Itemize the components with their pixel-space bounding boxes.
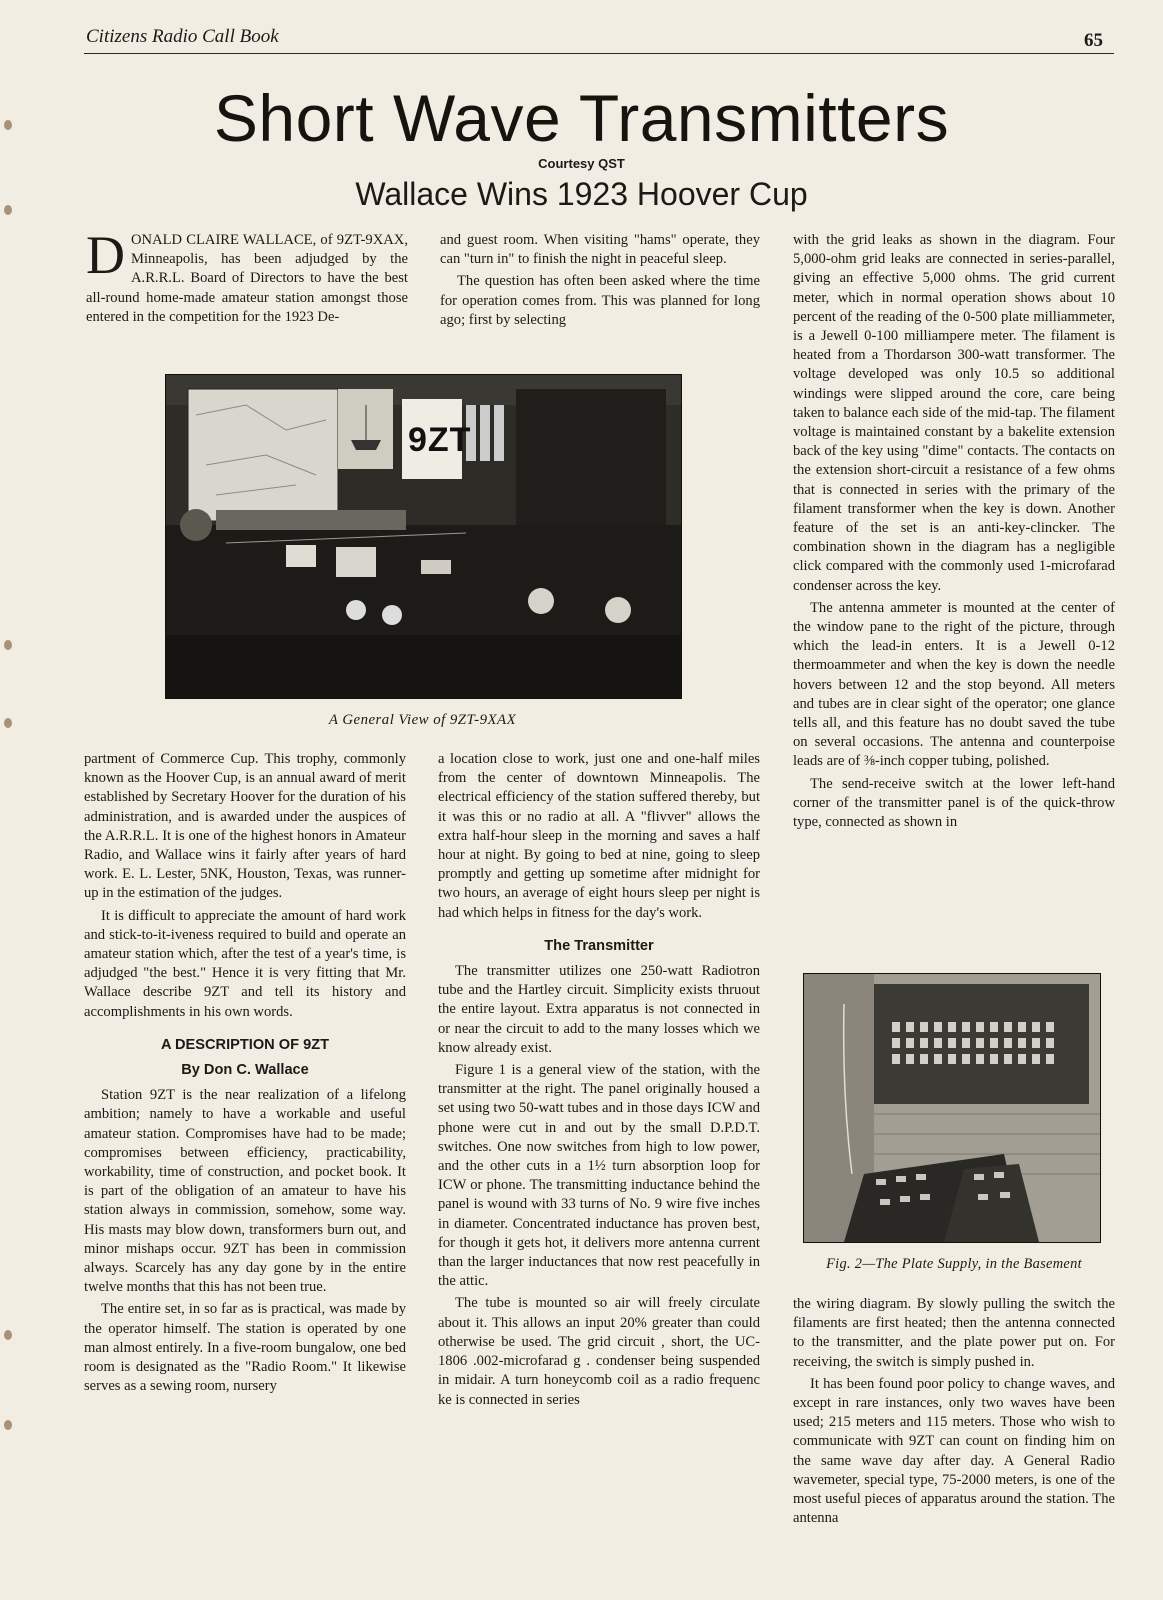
article-subtitle: Wallace Wins 1923 Hoover Cup	[355, 176, 808, 212]
article-title: Short Wave Transmitters	[213, 81, 950, 155]
column-3-upper	[793, 231, 1115, 832]
paragraph: Figure 1 is a general view of the station, with the transmitter at the right. The panel originally housed a set using two 50-watt tubes and in those days ICW and phone were cut in and out by the small D.P.D.T. switches. One now switches from high to low power, and the other cuts in a 1½ turn absorption loop for ICW or phone. The transmitting inductance behind the panel is wound with 33 turns of No. 9 wire five inches in diameter. Concentrated inductance has proven best, for though it gets hot, it delivers more antenna current than the larger inductances that now rest peacefully in the attic.	[438, 1062, 760, 1290]
section-heading: The Transmitter	[544, 937, 654, 954]
binding-hole	[4, 1330, 12, 1340]
intro-paragraph: ONALD CLAIRE WALLACE, of 9ZT-9XAX, Minneapolis, has been adjudged by the A.R.R.L. Board of Directors to have the best all-round home-made amateur station amongst those entered in the competition for the 1923 De-	[86, 232, 408, 325]
paragraph: the wiring diagram. By slowly pulling the switch the filaments are first heated; then the antenna connected to the transmitter, and the plate power put on. For receiving, the switch is simply pushed in.	[793, 1296, 1115, 1370]
paragraph: The tube is mounted so air will freely circulate about it. This allows an input 20% greater than could otherwise be used. The grid circuit , short, the UC-1806 .002-microfarad g . condenser being suspended in midair. A turn honeycomb coil as a radio frequenc ke is connected in series	[438, 1295, 760, 1408]
column-2-top	[440, 231, 760, 330]
page-number: 65	[1084, 30, 1103, 51]
column-2-bottom	[438, 750, 760, 1410]
byline: By Don C. Wallace	[181, 1062, 309, 1079]
plate-supply-illustration	[804, 974, 1100, 1242]
paragraph: The transmitter utilizes one 250-watt Radiotron tube and the Hartley circuit. Simplicity exists thruout the entire layout. Extra apparatus is not connected in or near the circuit to add to the many losses which we know already exist.	[438, 963, 760, 1056]
station-call-sign-sign: 9ZT	[408, 421, 472, 459]
photo-caption: A General View of 9ZT-9XAX	[328, 712, 517, 728]
binding-hole	[4, 640, 12, 650]
column-1-bottom	[84, 750, 406, 1397]
plate-supply-photo	[803, 973, 1101, 1243]
header-rule	[84, 53, 1114, 54]
column-1-top	[86, 225, 408, 327]
paragraph: It is difficult to appreciate the amount of hard work and stick-to-it-iveness required to build and operate an amateur station which, after the test of a year's time, is adjudged "the best." Hence it is very fitting that Mr. Wallace describe 9ZT and tell its history and accomplishments in his own words.	[84, 907, 406, 1020]
paragraph: It has been found poor policy to change waves, and except in rare instances, only two waves have been used; 215 meters and 115 meters. Those who wish to communicate with 9ZT can count on finding him on the same wave day after day. A General Radio wavemeter, special type, 75-2000 meters, is one of the most useful pieces of apparatus around the station. The antenna	[793, 1375, 1115, 1527]
courtesy-line: Courtesy QST	[538, 156, 625, 171]
paragraph: partment of Commerce Cup. This trophy, commonly known as the Hoover Cup, is an annual award of merit established by Secretary Hoover for the duration of his administration, and is awarded under the auspices of the A.R.R.L. It is one of the highest honors in Amateur Radio, and Wallace wins it fairly after years of hard work. E. L. Lester, 5NK, Houston, Texas, was runner-up in the estimation of the judges.	[84, 751, 406, 902]
figure-caption: Fig. 2—The Plate Supply, in the Basement	[826, 1256, 1082, 1272]
paragraph: The entire set, in so far as is practical, was made by the operator himself. The station is operated by one man almost entirely. In a five-room bungalow, one bed room is designated as the "Radio Room." It likewise serves as a sewing room, nursery	[84, 1301, 406, 1395]
column-3-lower	[793, 1295, 1115, 1528]
station-photo	[165, 374, 682, 699]
binding-hole	[4, 718, 12, 728]
paragraph: The antenna ammeter is mounted at the center of the window pane to the right of the picture, through which the lead-in enters. It is a Jewell 0-12 thermoammeter and when the key is down the needle hovers between 12 and the stop beyond. All meters and tubes are in clear sight of the operator; one glance tells all, and this feature has no doubt saved the tube on several occasions. The antenna and counterpoise leads are of ⅜-inch copper tubing, polished.	[793, 599, 1115, 770]
section-heading: A DESCRIPTION OF 9ZT	[160, 1036, 330, 1053]
paragraph: a location close to work, just one and one-half miles from the center of downtown Minneapolis. The electrical efficiency of the station suffered thereby, but it was this or no radio at all. A "flivver" allows the extra half-hour sleep in the morning and saves a half hour at night. By going to bed at nine, going to sleep promptly and getting up sometime after midnight for two hours, an average of eight hours sleep per night is had which helps in fitness for the day's work.	[438, 751, 760, 921]
drop-cap: D	[86, 225, 125, 285]
running-header: Citizens Radio Call Book	[86, 26, 279, 47]
binding-hole	[4, 1420, 12, 1430]
paragraph: The question has often been asked where the time for operation comes from. This was planned for long ago; first by selecting	[440, 273, 760, 328]
paragraph: and guest room. When visiting "hams" operate, they can "turn in" to finish the night in peaceful sleep.	[440, 232, 760, 268]
paragraph: with the grid leaks as shown in the diagram. Four 5,000-ohm grid leaks are connected in series-parallel, giving an effective 5,000 ohms. The grid current meter, which in normal operation shows about 10 percent of the reading of the 0-500 plate milliammeter, is a Jewell 0-100 milliampere meter. The filament is heated from a Thordarson 300-watt transformer. The voltage developed was only 10.5 so additional windings were slipped around the core, care being taken to balance each side of the mid-tap. The filament voltage is maintained constant by a bakelite extension back of the key using "dime" contacts. The contacts on the extension short-circuit a resistance of a few ohms that is connected in series with the primary of the filament transformer when the key is down. Another feature of the set is an anti-key-clincker. The combination shown in the diagram has a negligible click compared with the commonly used 1-microfarad condenser across the key.	[793, 232, 1115, 594]
paragraph: Station 9ZT is the near realization of a lifelong ambition; namely to have a workable and useful amateur station. Compromises have had to be made; compromises between efficiency, practicability, workability, time of construction, and pocket book. It is part of the obligation of an amateur to have his station always in commission, somehow, some way. His masts may blow down, transformers burn out, and minor mishaps occur. 9ZT has been in commission always. Scarcely has any day gone by in the entire twelve months that this has not been true.	[84, 1087, 406, 1296]
paragraph: The send-receive switch at the lower left-hand corner of the transmitter panel is of the quick-throw type, connected as shown in	[793, 775, 1115, 831]
